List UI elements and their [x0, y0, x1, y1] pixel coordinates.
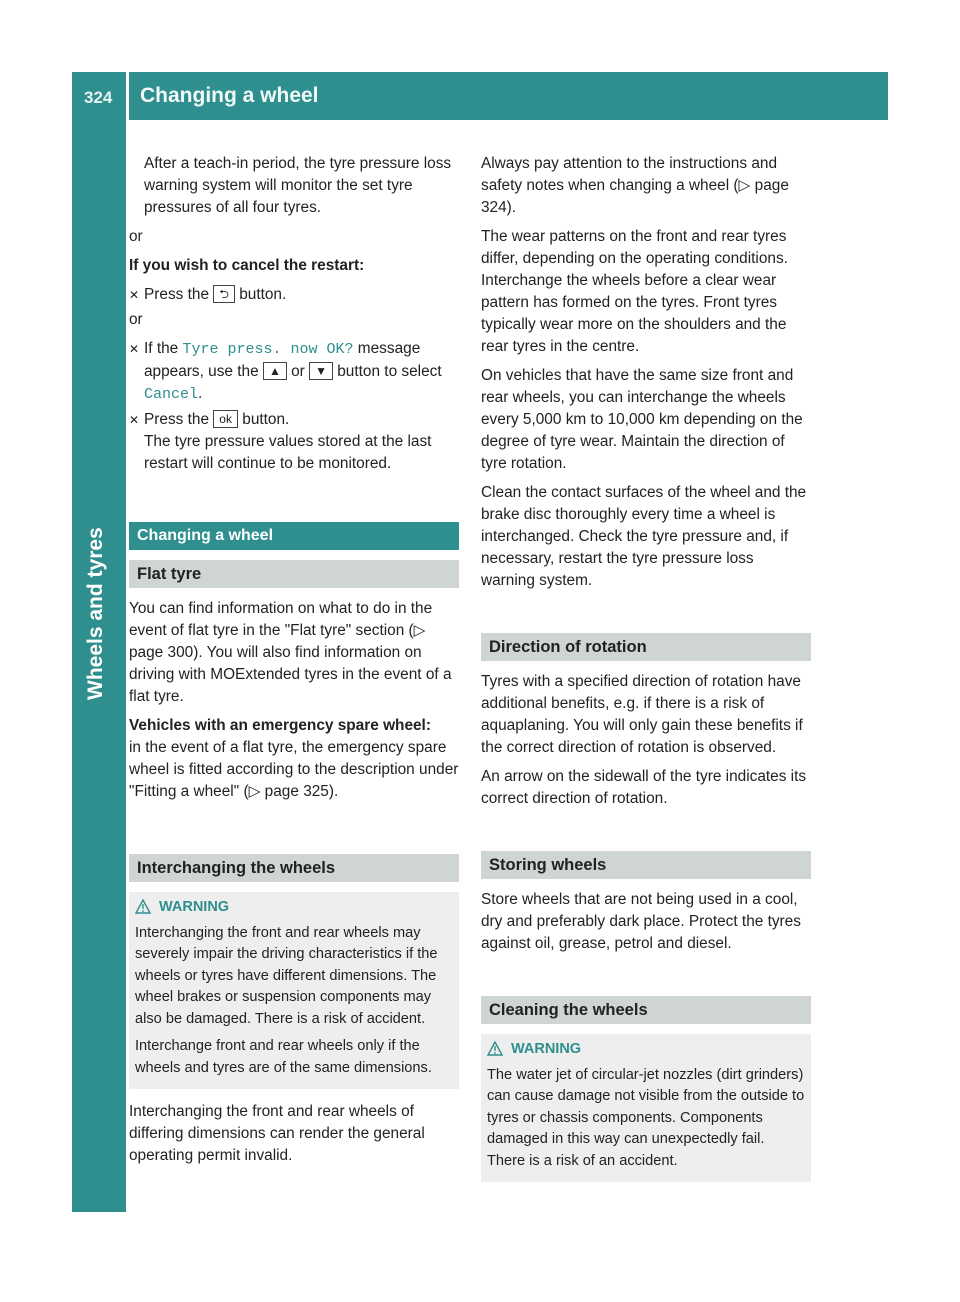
- ok-key-icon: ok: [213, 410, 238, 428]
- step-press-ok: [129, 409, 459, 475]
- step-arrow-icon: ✕: [129, 342, 140, 356]
- left-intro-text: After a teach-in period, the tyre pressure loss warning system will monitor the set tyre pressures of all four tyres.: [144, 155, 452, 216]
- cancel-restart-heading: If you wish to cancel the restart:: [129, 257, 365, 274]
- warning-triangle-icon: [135, 899, 151, 914]
- step-select-cancel: [129, 338, 459, 406]
- warning-title: [135, 897, 453, 919]
- step-text: If the: [144, 340, 183, 357]
- direction-arrow-text: An arrow on the sidewall of the tyre indicates its correct direction of rotation.: [481, 768, 807, 807]
- header-separator: [126, 72, 129, 120]
- step-result-text: The tyre pressure values stored at the last restart will continue to be monitored.: [144, 433, 432, 472]
- storing-text: Store wheels that are not being used in a cool, dry and preferably dark place. Protect the tyres against oil, grease, petrol and diesel.: [481, 891, 801, 952]
- section-heading-text: Changing a wheel: [137, 527, 274, 544]
- subheading-storing: [481, 851, 811, 879]
- step-text: Press the: [144, 411, 214, 428]
- warning-text: Interchange front and rear wheels only if the wheels and tyres are of the same dimensions.: [135, 1038, 432, 1076]
- step-text: .: [198, 385, 203, 402]
- step-text: button to select: [332, 363, 442, 380]
- step-text: message appears, use the: [144, 340, 421, 380]
- subheading-text: Flat tyre: [137, 565, 202, 583]
- warning-box-cleaning: [481, 1034, 811, 1182]
- display-message: Tyre press. now OK?: [182, 341, 354, 358]
- spare-wheel-bold: Vehicles with an emergency spare wheel:: [129, 717, 431, 734]
- subheading-direction: [481, 633, 811, 661]
- right-column: [481, 153, 811, 1194]
- wear-pattern-text: The wear patterns on the front and rear tyres differ, depending on the operating conditions. Interchange the wheels before a clear wear pattern has formed on the tyres. Front tyres typically wear more on the shoulders and the rear tyres in the centre.: [481, 228, 788, 355]
- direction-text: Tyres with a specified direction of rotation have additional benefits, e.g. if there is a risk of aquaplaning. You will only gain these benefits if the correct direction of rotation is observed.: [481, 673, 803, 756]
- warning-title: [487, 1039, 805, 1061]
- up-key-icon: ▲: [263, 362, 287, 380]
- subheading-text: Interchanging the wheels: [137, 859, 336, 877]
- warning-box-interchanging: [129, 892, 459, 1089]
- flat-tyre-text: You can find information on what to do in the event of flat tyre in the "Flat tyre" section (▷ page 300). You will also find information on driving with MOExtended tyres in the event of a flat tyre.: [129, 600, 452, 705]
- subheading-text: Direction of rotation: [489, 638, 647, 656]
- subheading-flat-tyre: [129, 560, 459, 588]
- interchange-interval-text: On vehicles that have the same size front and rear wheels, you can interchange the wheels every 5,000 km to 10,000 km depending on the degree of tyre wear. Maintain the direction of tyre rotation.: [481, 367, 803, 472]
- section-heading-changing-wheel: [129, 522, 459, 550]
- subheading-text: Cleaning the wheels: [489, 1001, 648, 1019]
- left-column: [129, 153, 459, 1174]
- step-text: button.: [234, 286, 287, 303]
- subheading-text: Storing wheels: [489, 856, 607, 874]
- page-title: Changing a wheel: [140, 84, 319, 107]
- subheading-interchanging: [129, 854, 459, 882]
- interchanging-text: Interchanging the front and rear wheels of differing dimensions can render the general operating permit invalid.: [129, 1103, 425, 1164]
- subheading-cleaning: [481, 996, 811, 1024]
- step-arrow-icon: ✕: [129, 413, 140, 427]
- warning-text: The water jet of circular-jet nozzles (dirt grinders) can cause damage not visible from the outside to tyres or chassis components. Components damaged in this way can unexpectedly fail. There is a risk of an accident.: [487, 1066, 805, 1169]
- or-text-2: or: [129, 311, 143, 328]
- step-arrow-icon: ✕: [129, 288, 140, 302]
- warning-text: Interchanging the front and rear wheels may severely impair the driving characteristics if the wheels or tyres have different dimensions. The wheel brakes or suspension components may also be damaged. There is a risk of accident.: [135, 924, 438, 1027]
- step-press-back: [129, 284, 459, 306]
- clean-contact-text: Clean the contact surfaces of the wheel and the brake disc thoroughly every time a wheel is interchanged. Check the tyre pressure and, if necessary, restart the tyre pressure loss warning system.: [481, 484, 807, 589]
- warning-title-text: WARNING: [511, 1041, 582, 1057]
- back-key-icon: ⮌: [213, 285, 235, 303]
- right-intro-text: Always pay attention to the instructions and safety notes when changing a wheel (▷ page 324).: [481, 155, 789, 216]
- display-cancel: Cancel: [144, 386, 199, 403]
- warning-title-text: WARNING: [159, 899, 230, 915]
- down-key-icon: ▼: [309, 362, 333, 380]
- or-text-1: or: [129, 228, 143, 245]
- warning-triangle-icon: [487, 1041, 503, 1056]
- side-tab-label: Wheels and tyres: [84, 527, 107, 700]
- page-number: 324: [84, 88, 113, 107]
- step-text: or: [286, 363, 310, 380]
- step-text: Press the: [144, 286, 214, 303]
- step-text: button.: [237, 411, 290, 428]
- page-header: [72, 72, 888, 120]
- spare-wheel-text: in the event of a flat tyre, the emergency spare wheel is fitted according to the description under "Fitting a wheel" (▷ page 325).: [129, 739, 459, 800]
